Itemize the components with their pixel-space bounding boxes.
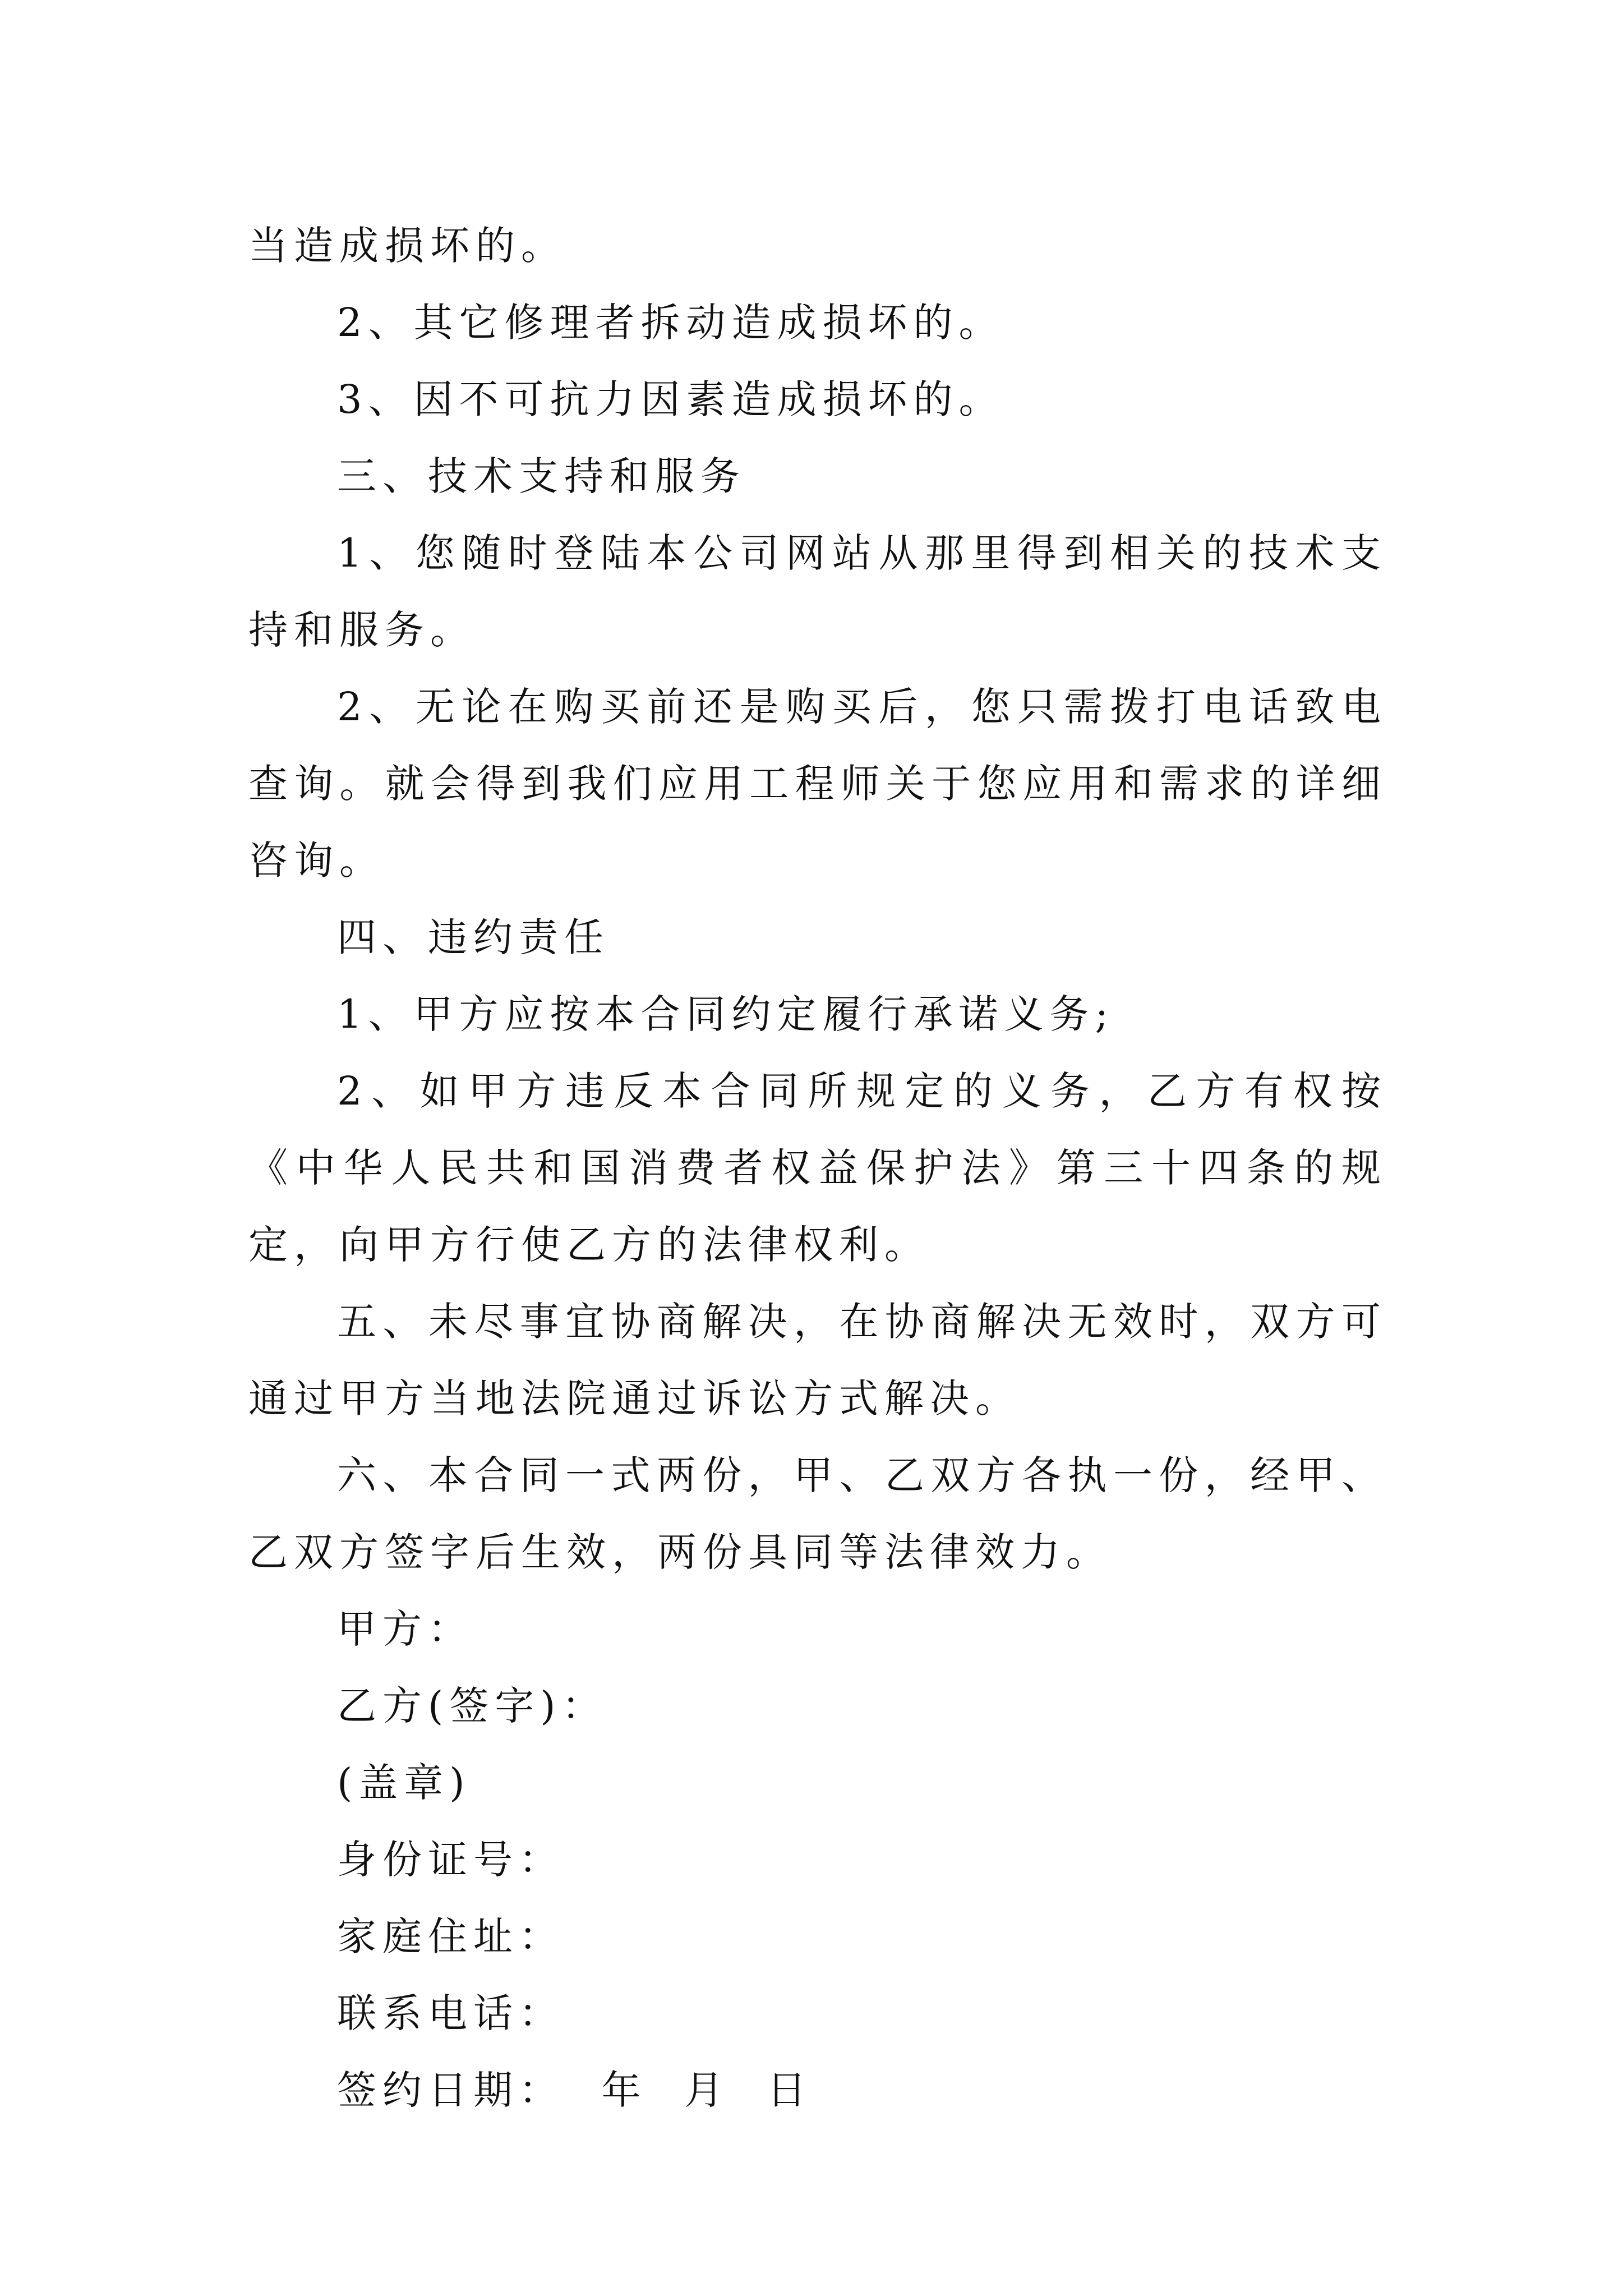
section-five: 五、未尽事宜协商解决，在协商解决无效时，双方可通过甲方当地法院通过诉讼方式解决。 <box>248 1299 1387 1421</box>
party-b-label: 乙方(签字)： <box>337 1683 607 1729</box>
id-number-label: 身份证号： <box>337 1837 564 1883</box>
section-heading-liability: 四、违约责任 <box>337 914 610 960</box>
address-label: 家庭住址： <box>337 1913 564 1959</box>
section-heading-tech-support: 三、技术支持和服务 <box>337 453 746 499</box>
signature-block <box>248 1591 1387 2129</box>
seal-label: (盖章) <box>337 1760 471 1806</box>
phone-label: 联系电话： <box>337 1990 564 2036</box>
paragraph-support-1: 1、您随时登陆本公司网站从那里得到相关的技术支持和服务。 <box>248 530 1387 653</box>
contract-body <box>248 208 1387 2129</box>
party-a-label: 甲方： <box>337 1606 473 1652</box>
paragraph-liability-1: 1、甲方应按本合同约定履行承诺义务; <box>337 991 1115 1037</box>
paragraph-continuation: 当造成损坏的。 <box>248 223 566 269</box>
section-six: 六、本合同一式两份，甲、乙双方各执一份，经甲、乙双方签字后生效，两份具同等法律效力。 <box>248 1452 1387 1575</box>
paragraph-clause-2: 2、其它修理者拆动造成损坏的。 <box>337 300 1004 346</box>
paragraph-support-2: 2、无论在购买前还是购买后，您只需拨打电话致电查询。就会得到我们应用工程师关于您应用和需求的详细咨询。 <box>248 684 1387 884</box>
sign-date-label: 签约日期： 年 月 日 <box>337 2067 813 2113</box>
paragraph-clause-3: 3、因不可抗力因素造成损坏的。 <box>337 376 1004 422</box>
paragraph-liability-2: 2、如甲方违反本合同所规定的义务，乙方有权按《中华人民共和国消费者权益保护法》第三十四条的规定，向甲方行使乙方的法律权利。 <box>248 1068 1387 1268</box>
